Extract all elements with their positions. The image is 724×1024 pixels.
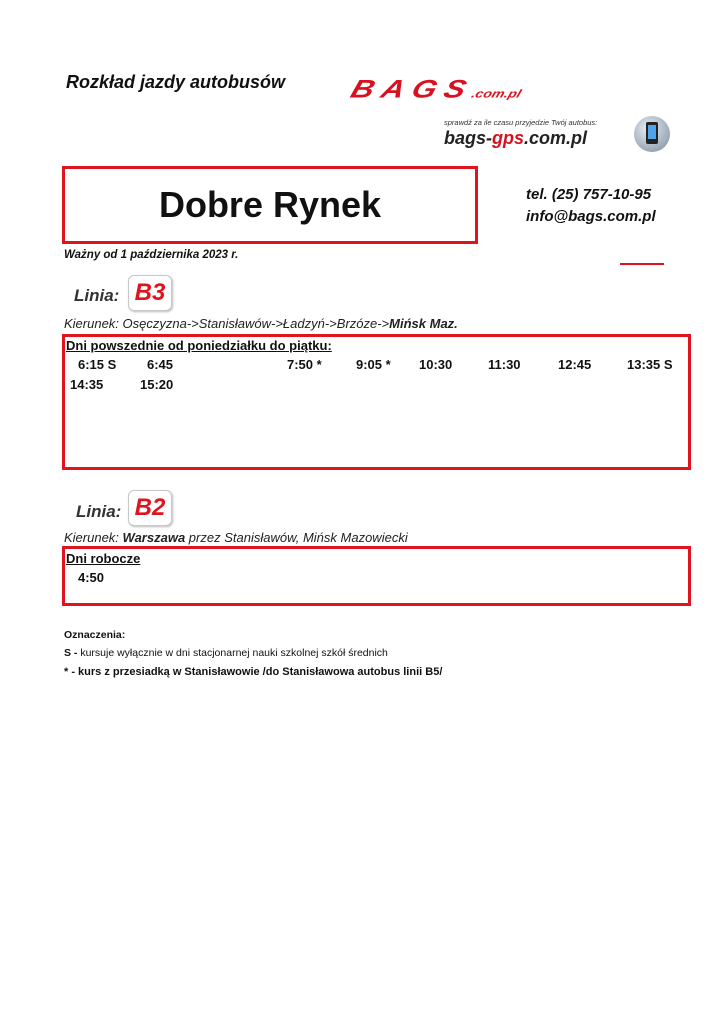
legend-symbol: * -	[64, 666, 75, 678]
direction-suffix: przez Stanisławów, Mińsk Mazowiecki	[185, 530, 408, 545]
valid-from: Ważny od 1 października 2023 r.	[64, 249, 239, 261]
departure-time: 9:05 *	[356, 357, 391, 372]
contact-email: info@bags.com.pl	[526, 208, 656, 225]
departure-time: 11:30	[488, 357, 521, 372]
line-label: Linia:	[74, 286, 120, 305]
route-direction	[64, 316, 458, 331]
line-badge-b3: B3	[128, 275, 172, 311]
gps-tagline: sprawdź za ile czasu przyjedzie Twój autobus:	[444, 118, 598, 127]
gps-site-link[interactable]	[444, 128, 587, 149]
direction-destination: Warszawa	[122, 530, 186, 545]
smartphone-icon	[634, 116, 670, 152]
line-label: Linia:	[76, 502, 122, 521]
departure-time: 14:35	[70, 377, 104, 392]
departure-time: 6:15 S	[78, 357, 117, 372]
gps-site-suffix: .com.pl	[524, 128, 588, 148]
contact-phone: tel. (25) 757-10-95	[526, 186, 652, 203]
bags-logo-text: BAGS	[347, 74, 479, 104]
direction-destination: Mińsk Maz.	[389, 316, 458, 331]
departure-time: 13:35 S	[627, 357, 673, 372]
direction-prefix: Kierunek:	[64, 530, 123, 545]
legend-item	[64, 647, 388, 659]
departure-time: 15:20	[140, 377, 174, 392]
legend-title: Oznaczenia:	[64, 629, 126, 641]
document-heading: Rozkład jazdy autobusów	[66, 72, 286, 92]
legend-item	[64, 666, 442, 678]
legend-symbol: S -	[64, 647, 78, 659]
gps-site-prefix: bags-	[444, 128, 493, 148]
stop-name-box	[62, 166, 478, 244]
gps-site-highlight: gps	[492, 128, 525, 148]
timetable-box-b2	[62, 546, 691, 606]
days-label: Dni powszednie od poniedziałku do piątku:	[66, 338, 332, 353]
departure-time: 7:50 *	[287, 357, 322, 372]
divider	[620, 263, 664, 265]
legend-text: kurs z przesiadką w Stanisławowie /do Stanisławowa autobus linii B5/	[75, 666, 443, 678]
bags-logo-domain: .com.pl	[469, 86, 524, 100]
legend-text: kursuje wyłącznie w dni stacjonarnej nauki szkolnej szkół średnich	[77, 647, 388, 659]
line-badge-b2: B2	[128, 490, 172, 526]
departure-time: 6:45	[147, 357, 174, 372]
bags-logo	[347, 74, 527, 104]
departure-time: 10:30	[419, 357, 453, 372]
departure-time: 4:50	[78, 570, 105, 585]
route-direction	[64, 530, 408, 545]
departure-time: 12:45	[558, 357, 592, 372]
days-label: Dni robocze	[66, 551, 141, 566]
direction-prefix: Kierunek: Osęczyzna->Stanisławów->Ładzyń->Brzóze->	[64, 316, 390, 331]
timetable-box-b3	[62, 334, 691, 470]
stop-name: Dobre Rynek	[158, 184, 382, 225]
